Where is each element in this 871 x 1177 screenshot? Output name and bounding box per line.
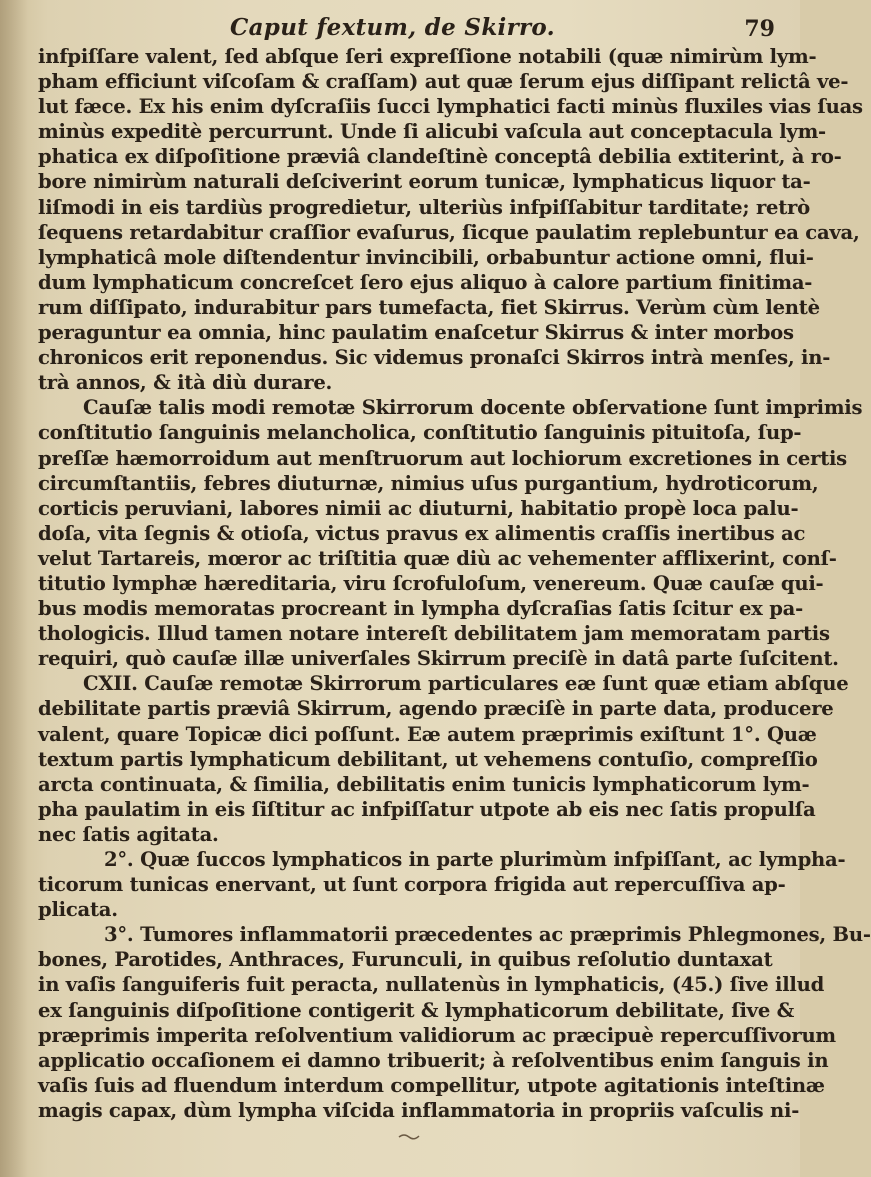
running-title: Caput fextum, de Skirro. — [230, 14, 555, 41]
page-number: 79 — [744, 16, 775, 42]
text-line: corticis peruviani, labores nimii ac diuturni, habitatio propè loca palu- — [38, 496, 799, 520]
text-line: magis capax, dùm lympha viſcida inflammatoria in propriis vaſculis ni- — [38, 1098, 800, 1122]
text-line: requiri, quò cauſæ illæ univerſales Skirrum preciſè in datâ parte ſuſcitent. — [38, 647, 839, 671]
text-line: bus modis memoratas procreant in lympha dyſcraſias ſatis ſcitur ex pa- — [38, 597, 803, 621]
body-text — [38, 44, 871, 1123]
text-line: minùs expeditè percurrunt. Unde ſi alicubi vaſcula aut conceptacula lym- — [38, 120, 826, 144]
decorative-mark — [398, 1132, 420, 1140]
text-line: textum partis lymphaticum debilitant, ut vehemens contuſio, compreſſio — [38, 747, 818, 771]
text-line: titutio lymphæ hæreditaria, viru ſcrofuloſum, venereum. Quæ cauſæ qui- — [38, 571, 824, 595]
text-line: pha paulatim in eis ſiſtitur ac infpiſſatur utpote ab eis nec ſatis propulſa — [38, 797, 816, 821]
text-line: bones, Parotides, Anthraces, Furunculi, in quibus reſolutio duntaxat — [38, 948, 773, 972]
text-line: peraguntur ea omnia, hinc paulatim enaſcetur Skirrus & inter morbos — [38, 321, 794, 345]
text-line: circumſtantiis, febres diuturnæ, nimius uſus purgantium, hydroticorum, — [38, 471, 819, 495]
text-line: doſa, vita ſegnis & otioſa, victus pravus ex alimentis craſſis inertibus ac — [38, 521, 806, 545]
text-line: vaſis ſuis ad fluendum interdum compellitur, utpote agitationis inteſtinæ — [38, 1073, 825, 1097]
text-line: ticorum tunicas enervant, ut ſunt corpora frigida aut repercuſſiva ap- — [38, 873, 786, 897]
text-line: pham efficiunt viſcoſam & craſſam) aut quæ ſerum ejus diſſipant relictâ ve- — [38, 70, 849, 94]
page-edge-shadow — [0, 0, 28, 1177]
text-line: lymphaticâ mole diſtendentur invincibili, orbabuntur actione omni, flui- — [38, 245, 814, 269]
text-line: chronicos erit reponendus. Sic videmus pronaſci Skirros intrà menſes, in- — [38, 346, 831, 370]
text-line: ſequens retardabitur craſſior evaſurus, ſicque paulatim replebuntur ea cava, — [38, 220, 860, 244]
text-line: nec ſatis agitata. — [38, 822, 219, 846]
text-line: debilitate partis præviâ Skirrum, agendo præciſè in parte data, producere — [38, 697, 834, 721]
squiggle-icon — [398, 1132, 420, 1140]
text-line: valent, quare Topicæ dici poſſunt. Eæ autem præprimis exiſtunt 1°. Quæ — [38, 722, 817, 746]
paragraph-start-line: 3°. Tumores inflammatorii præcedentes ac præprimis Phlegmones, Bu- — [104, 923, 871, 947]
paragraph-start-line: Cauſæ talis modi remotæ Skirrorum docente obſervatione ſunt imprimis — [83, 396, 863, 420]
text-line: arcta continuata, & ſimilia, debilitatis enim tunicis lymphaticorum lym- — [38, 772, 810, 796]
text-line: ex ſanguinis diſpoſitione contigerit & lymphaticorum debilitate, ſive & — [38, 998, 795, 1022]
text-line: plicata. — [38, 898, 118, 922]
text-line: trà annos, & ità diù durare. — [38, 371, 333, 395]
paragraph-start-line: 2°. Quæ ſuccos lymphaticos in parte plurimùm infpiſſant, ac lympha- — [104, 848, 846, 871]
text-line: infpiſſare valent, ſed abſque ſeri expreſſione notabili (quæ nimirùm lym- — [38, 45, 817, 68]
text-line: lut fæce. Ex his enim dyſcraſiis ſucci lymphatici facti minùs fluxiles vias ſuas — [38, 95, 863, 119]
paragraph-start-line: CXII. Cauſæ remotæ Skirrorum particulares eæ ſunt quæ etiam abſque — [83, 672, 849, 696]
text-line: præprimis imperita reſolventium validiorum ac præcipuè repercuſſivorum — [38, 1023, 836, 1047]
text-line: rum diſſipato, indurabitur pars tumefacta, fiet Skirrus. Verùm cùm lentè — [38, 295, 820, 319]
text-line: thologicis. Illud tamen notare intereſt debilitatem jam memoratam partis — [38, 622, 830, 646]
text-line: in vaſis ſanguiferis fuit peracta, nullatenùs in lymphaticis, (45.) ſive illud — [38, 973, 825, 997]
text-line: preſſæ hæmorroidum aut menſtruorum aut lochiorum excretiones in certis — [38, 446, 847, 470]
text-line: conſtitutio ſanguinis melancholica, conſtitutio ſanguinis pituitoſa, ſup- — [38, 421, 802, 445]
text-line: liſmodi in eis tardiùs progredietur, ulteriùs infpiſſabitur tarditate; retrò — [38, 195, 810, 219]
text-line: bore nimirùm naturali deſciverint eorum tunicæ, lymphaticus liquor ta- — [38, 170, 811, 194]
page-header — [40, 14, 775, 44]
text-line: velut Tartareis, mœror ac triſtitia quæ diù ac vehementer afflixerint, conſ- — [38, 546, 837, 570]
text-line: phatica ex diſpoſitione præviâ clandeſtinè conceptâ debilia extiterint, à ro- — [38, 145, 842, 169]
text-line: applicatio occaſionem ei damno tribuerit; à reſolventibus enim ſanguis in — [38, 1048, 829, 1072]
text-line: dum lymphaticum concreſcet ſero ejus aliquo à calore partium finitima- — [38, 270, 813, 294]
